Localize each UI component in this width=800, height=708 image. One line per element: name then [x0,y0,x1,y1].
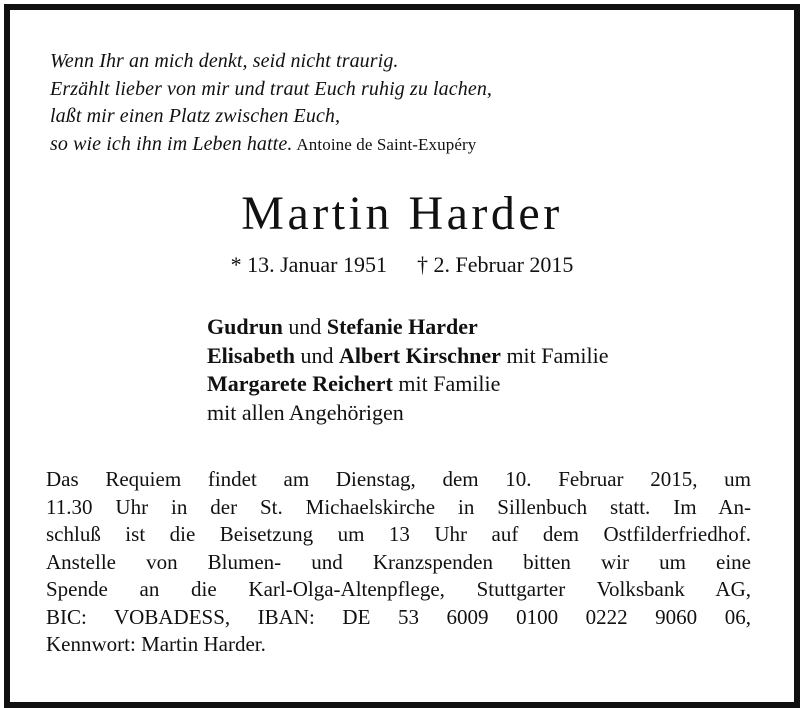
mourner-line-4: mit allen Angehörigen [207,399,404,425]
mourner-name: Elisabeth [207,342,296,368]
notice-line: schluß ist die Beisetzung um 13 Uhr auf dem Ostfilderfriedhof. [46,522,751,546]
mourner-name: Stefanie Harder [326,314,478,339]
notice-line: Anstelle von Blumen- und Kranzspenden bitten wir um eine [46,549,751,574]
deceased-name: Martin Harder [241,187,563,240]
quote-author: Antoine de Saint-Exupéry [296,134,477,154]
mourner-suffix: mit Familie [506,342,609,368]
birth-date: * 13. Januar 1951 [230,252,387,277]
service-notice [46,466,751,659]
mourners-list [207,313,609,427]
quote-line-1: Wenn Ihr an mich denkt, seid nicht traurig. [50,50,399,72]
mourner-name: Margarete Reichert [207,371,393,396]
notice-line: Spende an die Karl-Olga-Altenpflege, Stuttgarter Volksbank AG, [46,577,751,601]
death-date: † 2. Februar 2015 [417,252,574,277]
mourner-line-2 [207,342,609,371]
mourner-connector: und [288,314,322,339]
notice-line: Kennwort: Martin Harder. [46,632,266,656]
quote-line-4 [50,131,492,159]
notice-line: BIC: VOBADESS, IBAN: DE 53 6009 0100 0222 9060 06, [46,604,751,629]
mourner-suffix: mit Familie [398,371,501,396]
quote-line-4-text: so wie ich ihn im Leben hatte. [50,132,293,155]
notice-line: Das Requiem findet am Dienstag, dem 10. Februar 2015, um [46,467,751,491]
memorial-quote [50,48,492,158]
notice-line: 11.30 Uhr in der St. Michaelskirche in Sillenbuch statt. Im An- [46,494,751,519]
mourner-connector: und [300,342,334,368]
quote-line-3: laßt mir einen Platz zwischen Euch, [50,105,341,127]
mourner-name: Gudrun [207,314,283,339]
quote-line-2: Erzählt lieber von mir und traut Euch ruhig zu lachen, [50,77,493,100]
mourner-line-3 [207,370,609,399]
mourner-line-1 [207,313,609,342]
obituary-notice [4,4,800,708]
life-dates [10,250,794,280]
mourner-name: Albert Kirschner [339,342,501,368]
